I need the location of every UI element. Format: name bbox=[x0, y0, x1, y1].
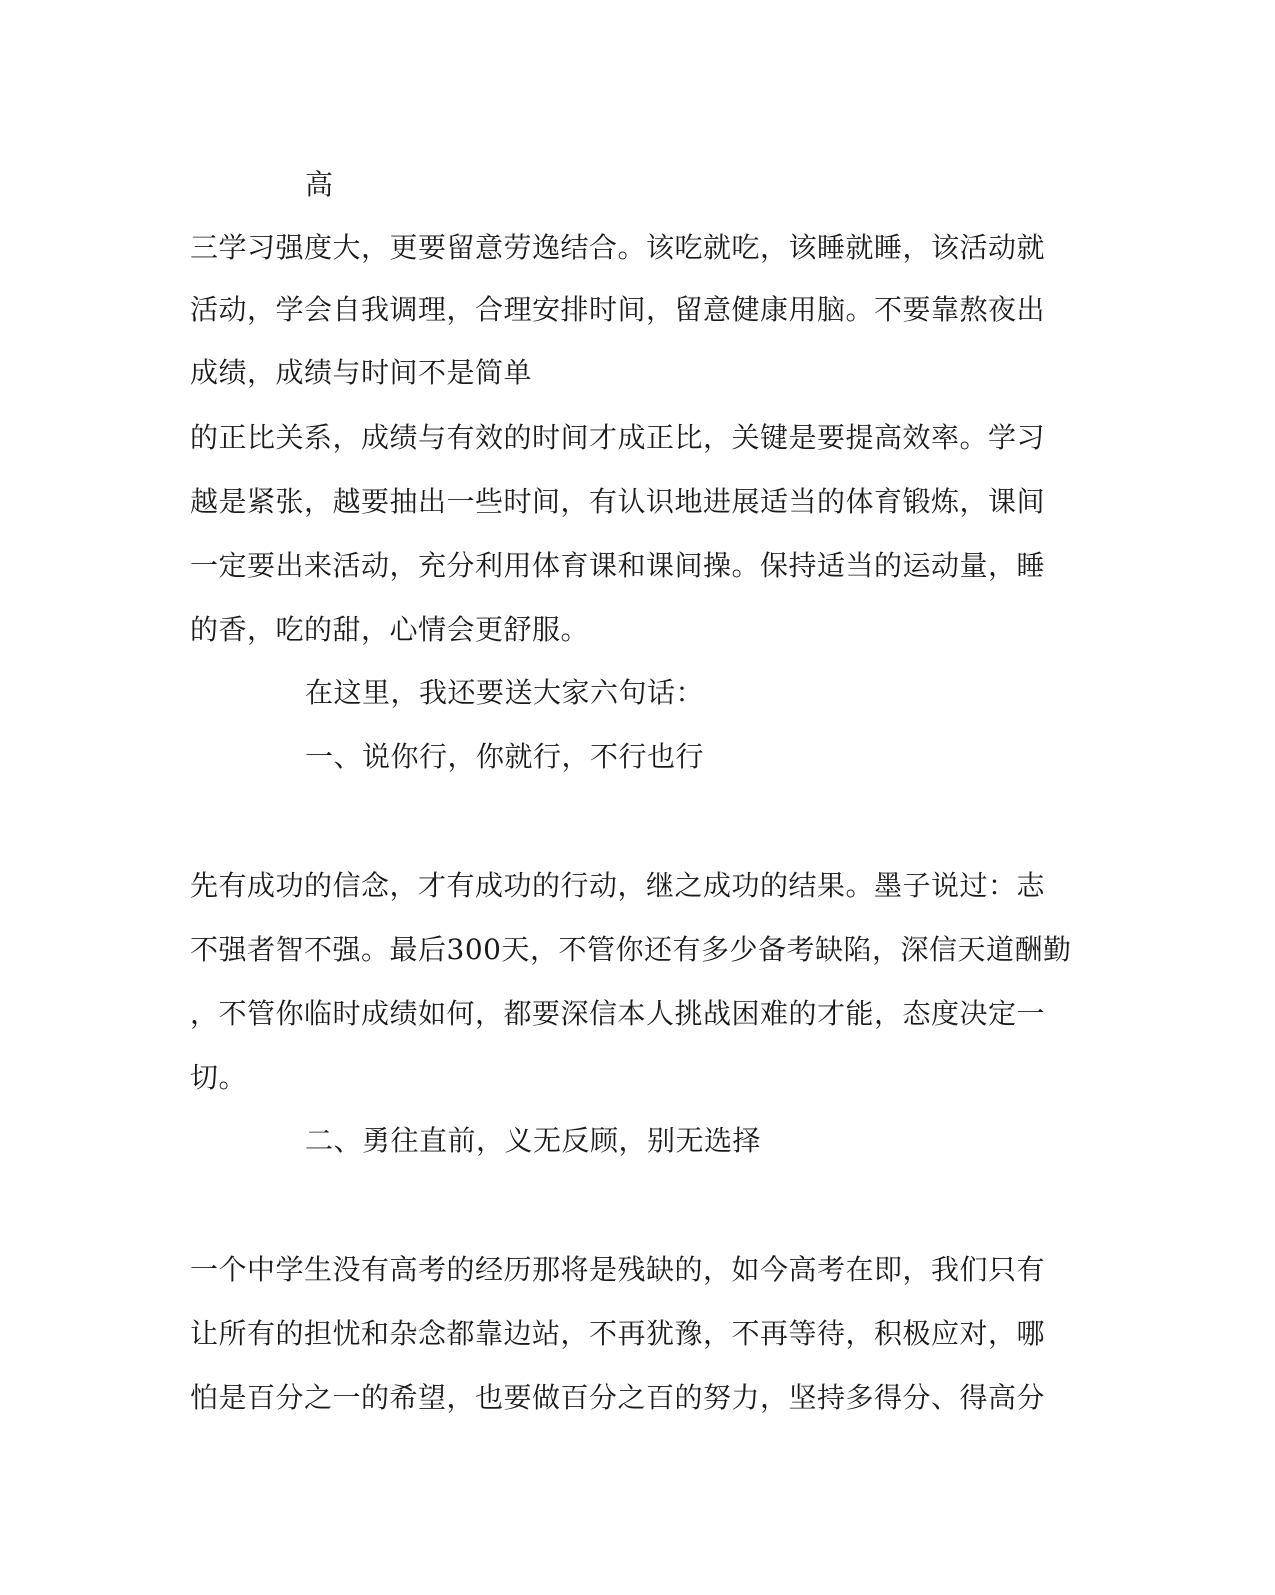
text-line: 让所有的担忧和杂念都靠边站，不再犹豫，不再等待，积极应对，哪 bbox=[190, 1317, 1046, 1350]
text-line: 切。 bbox=[190, 1061, 248, 1094]
text-line: ，不管你临时成绩如何，都要深信本人挑战困难的才能，态度决定一 bbox=[190, 997, 1046, 1030]
section-heading: 一、说你行，你就行，不行也行 bbox=[305, 740, 705, 773]
text-line: 的香，吃的甜，心情会更舒服。 bbox=[190, 613, 590, 646]
text-line: 活动，学会自我调理，合理安排时间，留意健康用脑。不要靠熬夜出 bbox=[190, 293, 1046, 326]
text-line: 三学习强度大，更要留意劳逸结合。该吃就吃，该睡就睡，该活动就 bbox=[190, 231, 1046, 264]
text-line: 不强者智不强。最后300天，不管你还有多少备考缺陷，深信天道酬勤 bbox=[190, 933, 1072, 966]
text-line: 一个中学生没有高考的经历那将是残缺的，如今高考在即，我们只有 bbox=[190, 1253, 1046, 1286]
text-line: 怕是百分之一的希望，也要做百分之百的努力，坚持多得分、得高分 bbox=[190, 1381, 1046, 1414]
text-line: 的正比关系，成绩与有效的时间才成正比，关键是要提高效率。学习 bbox=[190, 421, 1046, 454]
text-line: 一定要出来活动，充分利用体育课和课间操。保持适当的运动量，睡 bbox=[190, 549, 1046, 582]
text-line: 先有成功的信念，才有成功的行动，继之成功的结果。墨子说过：志 bbox=[190, 869, 1046, 902]
text-line: 成绩，成绩与时间不是简单 bbox=[190, 356, 533, 389]
text-line: 越是紧张，越要抽出一些时间，有认识地进展适当的体育锻炼，课间 bbox=[190, 485, 1046, 518]
text-line: 高 bbox=[305, 168, 334, 201]
section-heading: 二、勇往直前，义无反顾，别无选择 bbox=[305, 1124, 762, 1157]
section-intro: 在这里，我还要送大家六句话： bbox=[305, 676, 705, 709]
